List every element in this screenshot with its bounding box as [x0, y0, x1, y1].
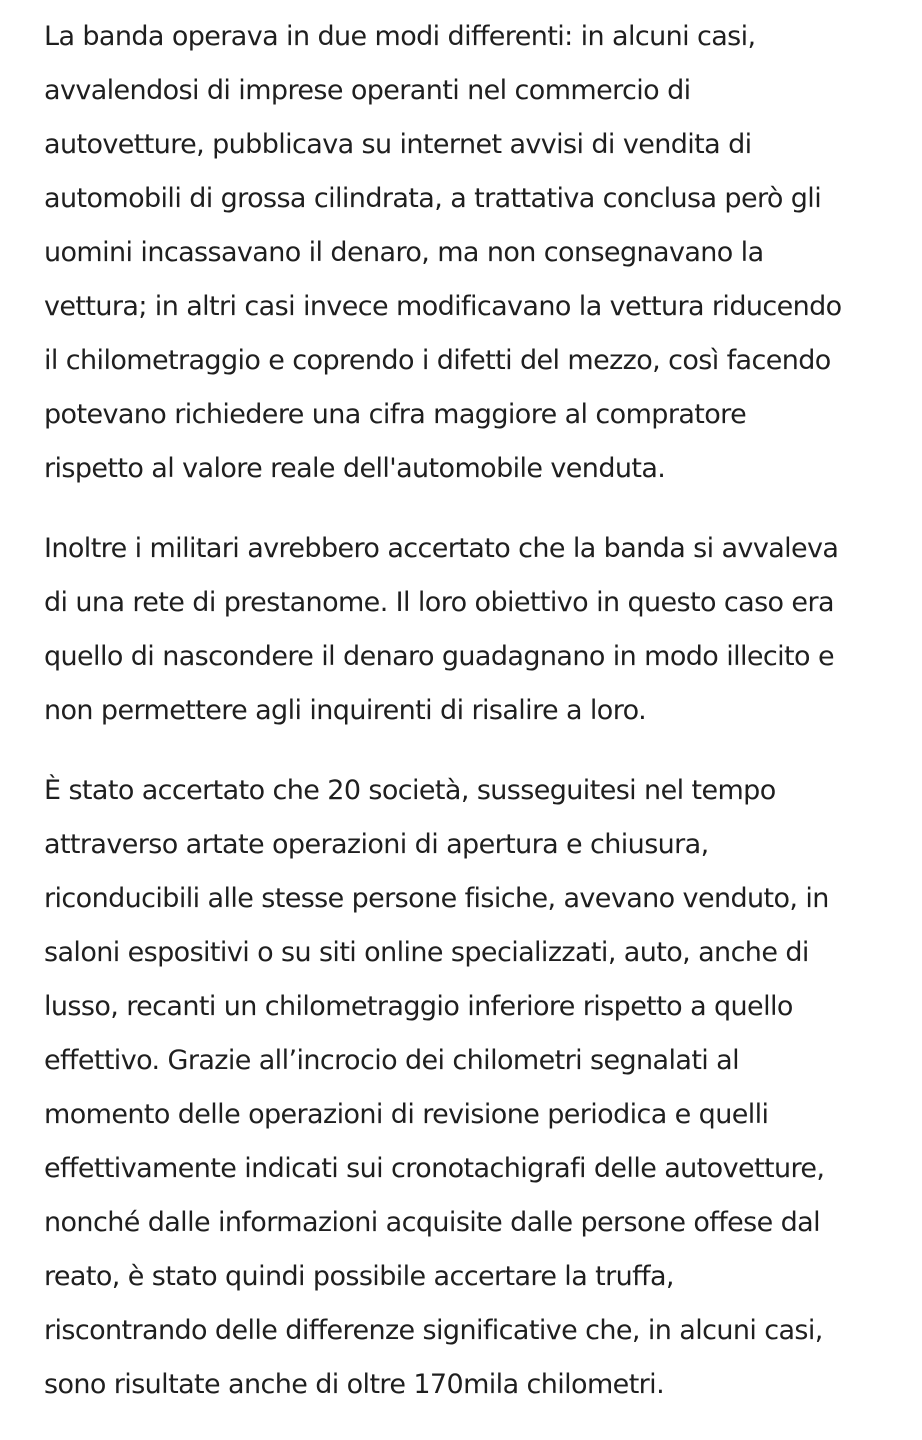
text-line: lusso, recanti un chilometraggio inferiore rispetto a quello [44, 991, 793, 1022]
paragraph-2 [44, 522, 884, 738]
text-line: il chilometraggio e coprendo i difetti del mezzo, così facendo [44, 345, 831, 376]
paragraph-3 [44, 764, 884, 1412]
text-line: È stato accertato che 20 società, susseguitesi nel tempo [44, 775, 776, 806]
text-line: momento delle operazioni di revisione periodica e quelli [44, 1099, 769, 1130]
text-line: riconducibili alle stesse persone fisiche, avevano venduto, in [44, 883, 829, 914]
paragraph-1 [44, 10, 884, 496]
text-line: potevano richiedere una cifra maggiore al compratore [44, 399, 747, 430]
text-line: saloni espositivi o su siti online specializzati, auto, anche di [44, 937, 809, 968]
text-line: effettivo. Grazie all’incrocio dei chilometri segnalati al [44, 1045, 740, 1076]
text-line: non permettere agli inquirenti di risalire a loro. [44, 695, 647, 726]
text-line: uomini incassavano il denaro, ma non consegnavano la [44, 237, 764, 268]
text-line: riscontrando delle differenze significative che, in alcuni casi, [44, 1315, 823, 1346]
text-line: rispetto al valore reale dell'automobile venduta. [44, 453, 666, 484]
text-line: di una rete di prestanome. Il loro obiettivo in questo caso era [44, 587, 834, 618]
text-line: attraverso artate operazioni di apertura e chiusura, [44, 829, 709, 860]
text-line: nonché dalle informazioni acquisite dalle persone offese dal [44, 1207, 820, 1238]
text-line: Inoltre i militari avrebbero accertato che la banda si avvaleva [44, 533, 839, 564]
text-line: avvalendosi di imprese operanti nel commercio di [44, 75, 691, 106]
text-line: automobili di grossa cilindrata, a trattativa conclusa però gli [44, 183, 822, 214]
text-line: La banda operava in due modi differenti: in alcuni casi, [44, 21, 756, 52]
text-line: quello di nascondere il denaro guadagnano in modo illecito e [44, 641, 834, 672]
text-line: autovetture, pubblicava su internet avvisi di vendita di [44, 129, 752, 160]
text-line: reato, è stato quindi possibile accertare la truffa, [44, 1261, 674, 1292]
text-line: vettura; in altri casi invece modificavano la vettura riducendo [44, 291, 842, 322]
text-line: sono risultate anche di oltre 170mila chilometri. [44, 1369, 665, 1400]
text-line: effettivamente indicati sui cronotachigrafi delle autovetture, [44, 1153, 825, 1184]
